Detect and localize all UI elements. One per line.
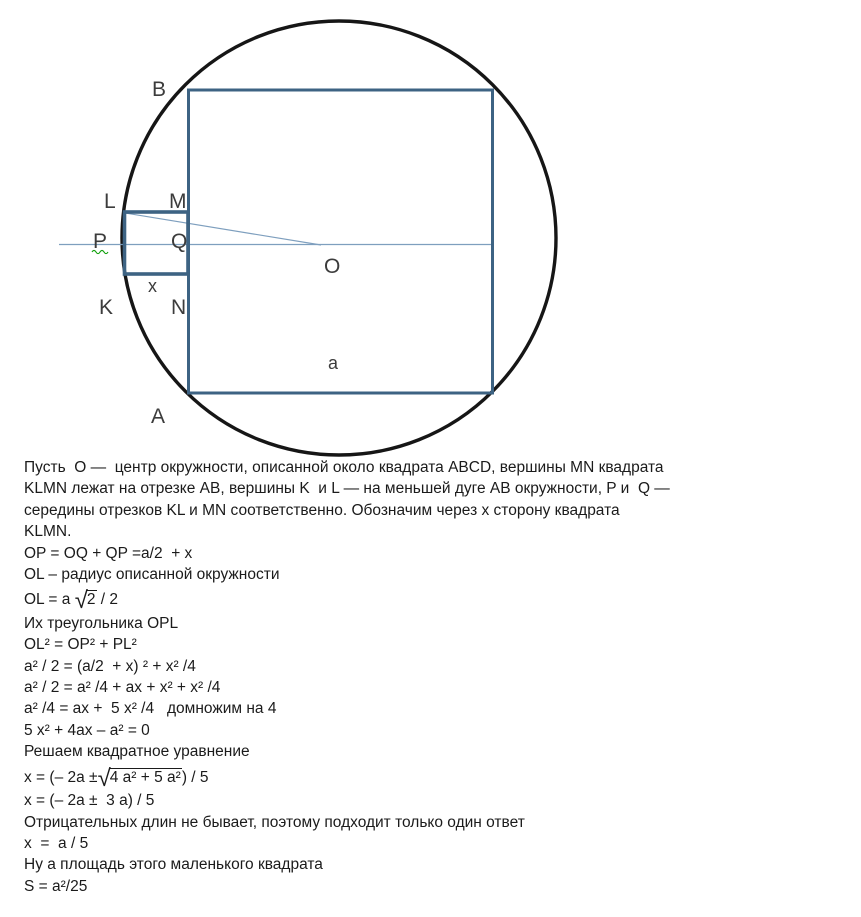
root-pre: x = (– 2a ± bbox=[24, 768, 98, 786]
step-solve-text: Решаем квадратное уравнение bbox=[24, 743, 250, 761]
label-vertex-B: B bbox=[152, 78, 167, 101]
label-point-P: P bbox=[93, 230, 108, 253]
step-area-result: S = a²/25 bbox=[24, 877, 88, 895]
radius-OL-line bbox=[125, 213, 321, 245]
ol-pre: OL = a bbox=[24, 591, 75, 609]
problem-statement-line-2: KLMN лежат на отрезке AB, вершины K и L — на меньшей дуге AB окружности, P и Q — bbox=[24, 480, 670, 498]
label-side-a: a bbox=[328, 353, 339, 373]
solution-text bbox=[24, 457, 844, 897]
step-op-oq-qp: OP = OQ + QP =a/2 + x bbox=[24, 544, 193, 562]
problem-statement-line-3: середины отрезков KL и MN соответственно. Обозначим через x сторону квадрата bbox=[24, 501, 620, 519]
step-area-text: Ну а площадь этого маленького квадрата bbox=[24, 856, 323, 874]
label-vertex-L: L bbox=[104, 190, 116, 213]
step-answer-x: x = a / 5 bbox=[24, 834, 89, 852]
step-ol-value bbox=[24, 585, 844, 615]
step-ol-radius: OL – радиус описанной окружности bbox=[24, 566, 280, 584]
label-vertex-A: A bbox=[151, 405, 166, 428]
sqrt-sign: √ bbox=[74, 587, 88, 615]
step-pythagoras: OL² = OP² + PL² bbox=[24, 636, 137, 654]
step-negative-note: Отрицательных длин не бывает, поэтому подходит только один ответ bbox=[24, 813, 525, 831]
step-triangle: Их треугольника OPL bbox=[24, 614, 179, 632]
step-root-formula bbox=[24, 763, 844, 790]
label-point-Q: Q bbox=[171, 230, 188, 253]
sqrt-radicand: 4 a² + 5 a² bbox=[109, 768, 181, 786]
problem-statement-line-1: Пусть О — центр окружности, описанной около квадрата ABCD, вершины MN квадрата bbox=[24, 459, 664, 476]
sqrt-radicand: 2 bbox=[86, 591, 96, 609]
problem-statement-line-4: KLMN. bbox=[24, 523, 72, 541]
root-post: ) / 5 bbox=[181, 768, 209, 786]
label-vertex-N: N bbox=[171, 296, 187, 319]
label-vertex-M: M bbox=[169, 190, 187, 213]
label-side-x: x bbox=[148, 276, 157, 296]
square-ABCD bbox=[189, 90, 493, 393]
step-root-simplified: x = (– 2a ± 3 a) / 5 bbox=[24, 792, 155, 810]
label-vertex-K: K bbox=[99, 296, 114, 319]
step-eq3: a² /4 = ax + 5 x² /4 домножим на 4 bbox=[24, 700, 277, 718]
ol-post: / 2 bbox=[96, 591, 119, 609]
sqrt-sign: √ bbox=[97, 764, 111, 792]
step-eq2: a² / 2 = a² /4 + ax + x² + x² /4 bbox=[24, 679, 221, 697]
step-eq4: 5 x² + 4ax – a² = 0 bbox=[24, 721, 150, 739]
label-center-O: O bbox=[324, 255, 341, 278]
step-eq1: a² / 2 = (a/2 + x) ² + x² /4 bbox=[24, 657, 196, 675]
